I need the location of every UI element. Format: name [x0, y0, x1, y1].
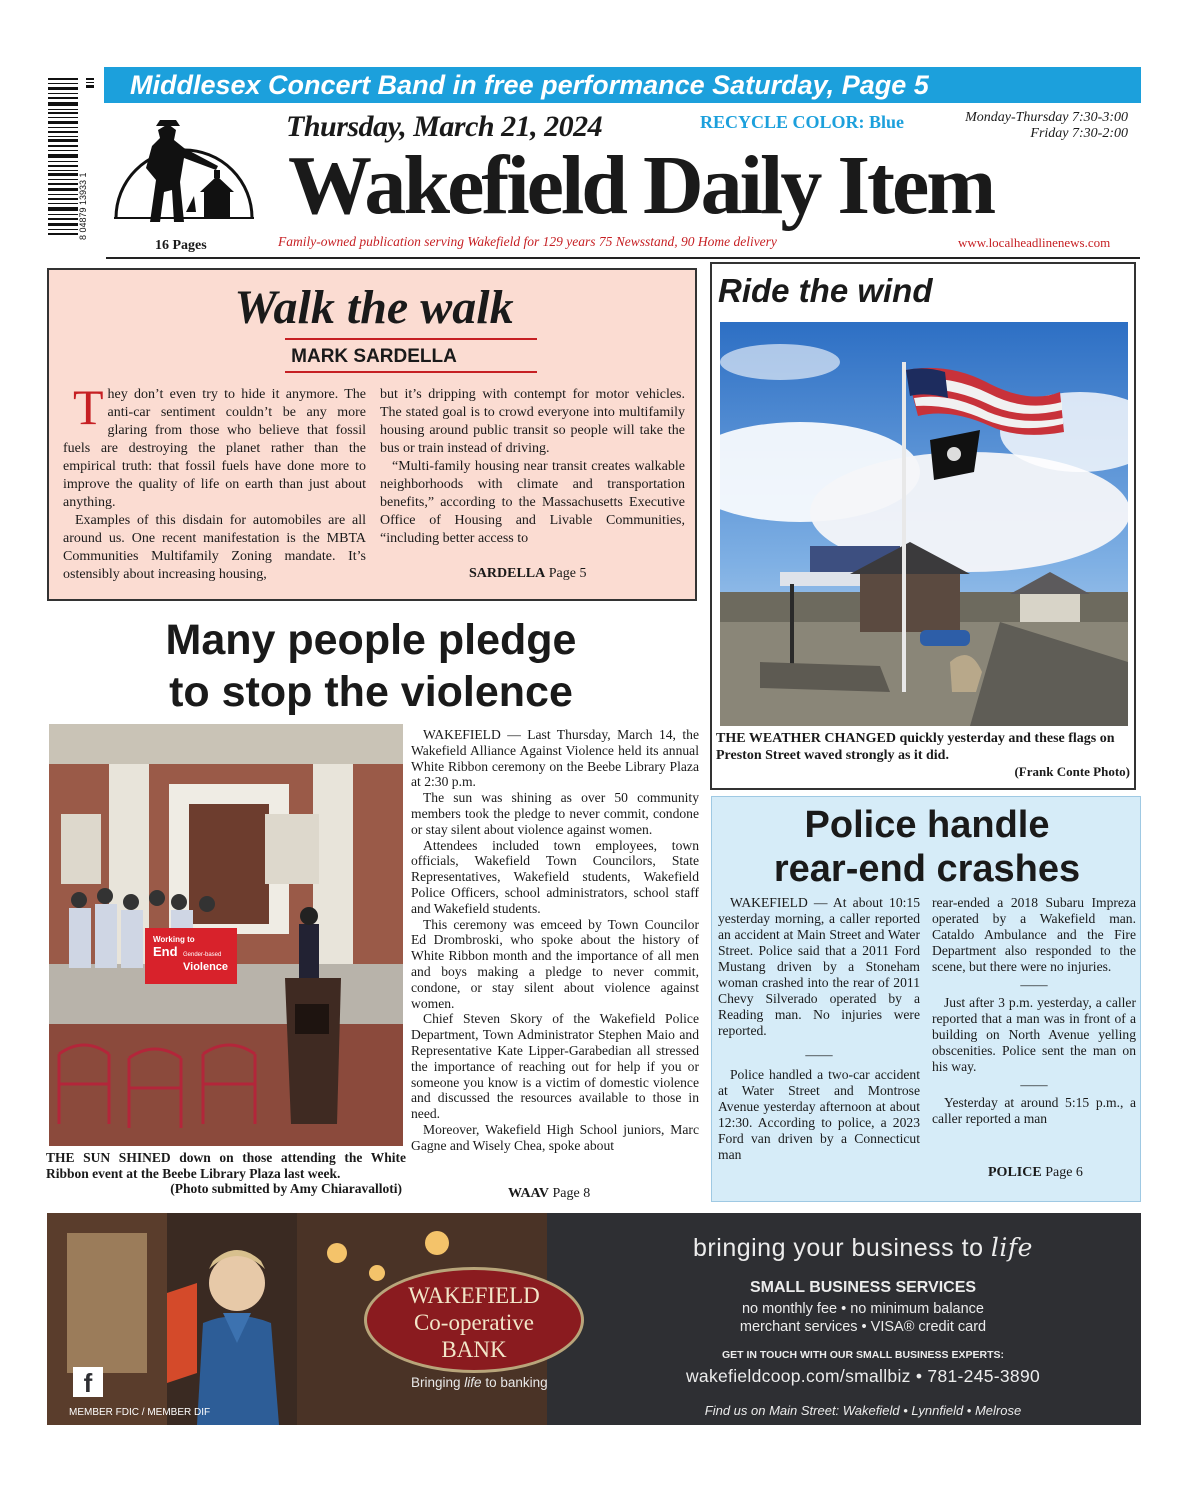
bank-name-1: WAKEFIELD: [408, 1283, 540, 1308]
column-paragraph: [63, 379, 366, 512]
photo-credit: (Photo submitted by Amy Chiaravalloti): [170, 1181, 402, 1196]
barcode-image: [46, 74, 98, 240]
police-paragraph-1: WAKEFIELD — At about 10:15 yesterday morning, a caller reported an accident at Main Street and Water Street. Police said that a 2011 Ford Mustang driven by a Stoneham woman crashed into the rear of 2011 Chevy Silverado operated by a Reading man. No injuries were reported.: [718, 895, 920, 1038]
headline-line-2: to stop the violence: [169, 668, 573, 716]
bank-logo: [364, 1267, 584, 1373]
contact-heading: GET IN TOUCH WITH OUR SMALL BUSINESS EXPERTS:: [722, 1349, 1004, 1361]
separator: ——: [1020, 977, 1048, 992]
contact-url-phone[interactable]: wakefieldcoop.com/smallbiz • 781-245-3890: [685, 1366, 1041, 1386]
police-jump-link[interactable]: [988, 1165, 1083, 1181]
opinion-column: [47, 268, 697, 601]
column-paragraph-4: “Multi-family housing near transit creates walkable neighborhoods with climate and transportation benefits,” according to the Massachusetts Executive Office of Housing and Livable Communities, “including better access to: [380, 459, 685, 546]
top-banner[interactable]: Middlesex Concert Band in free performance Saturday, Page 5: [104, 67, 1141, 103]
separator: ——: [805, 1047, 833, 1062]
masthead-tagline: Family-owned publication serving Wakefield for 129 years 75 Newsstand, 90 Home delivery: [278, 234, 777, 249]
sign-text-4: Violence: [183, 961, 229, 973]
police-text-right: [932, 895, 1136, 1127]
police-headline[interactable]: [712, 803, 1142, 891]
story-body: [411, 727, 699, 1154]
caption-rest: down on those attending the White Ribbon event at the Beebe Library Plaza last week.: [46, 1150, 406, 1181]
ad-headline: [593, 1233, 1133, 1263]
story-paragraph: This ceremony was emceed by Town Councilor Ed Drombroski, who spoke about the history of White Ribbon month and the importance of all men and boys making a pledge to never commit, condone, or stay silent about violence against women.: [411, 916, 699, 1011]
jump-label: SARDELLA: [469, 566, 546, 581]
headline-line-2: rear-end crashes: [773, 848, 1081, 890]
photo-feature-title[interactable]: Ride the wind: [718, 272, 933, 309]
hours-line-2: Friday 7:30-2:00: [1030, 126, 1128, 141]
column-title[interactable]: Walk the walk: [234, 281, 514, 334]
story-paragraph: Moreover, Wakefield High School juniors, Marc Gagne and Wisely Chea, spoke about: [411, 1121, 699, 1153]
services-title: SMALL BUSINESS SERVICES: [749, 1279, 977, 1296]
member-fdic: MEMBER FDIC / MEMBER DIF: [69, 1407, 211, 1418]
story-paragraph: Chief Steven Skory of the Wakefield Police Department, Town Administrator Stephen Maio and Representative Kate Lipper-Garabedian all stressed the importance of reaching out for help if you or someone you know is a victim of domestic violence and discussed the resources available to those in need.: [411, 1011, 699, 1122]
photo-caption: [716, 730, 1134, 764]
bank-name-3: BANK: [441, 1337, 507, 1362]
tagline-life: life: [464, 1375, 482, 1390]
column-paragraph-3: but it’s dripping with contempt for motor vehicles. The stated goal is to crowd everyone into multifamily housing around public transit so people will take the bus or train instead of driving.: [380, 387, 685, 456]
recycle-color: RECYCLE COLOR: Blue: [700, 112, 905, 132]
flags-photo[interactable]: [720, 322, 1128, 726]
story-paragraph: WAKEFIELD — Last Thursday, March 14, the Wakefield Alliance Against Violence held its annual White Ribbon ceremony on the Beebe Library Plaza at 2:30 p.m.: [411, 727, 699, 790]
jump-label: POLICE: [988, 1165, 1042, 1180]
police-paragraph-2: Police handled a two-car accident at Water Street and Montrose Avenue yesterday afternoon at about 12:30. According to police, a 2023 Ford van driven by a Connecticut man: [718, 1067, 920, 1162]
photo-feature: [710, 262, 1136, 790]
services-line-1: no monthly fee • no minimum balance: [741, 1301, 985, 1317]
photo-caption: [46, 1150, 406, 1181]
police-paragraph-4: Just after 3 p.m. yesterday, a caller reported that a man was in front of a building on North Avenue yelling obscenities. Police sent the man on his way.: [932, 995, 1136, 1074]
services-line-2: merchant services • VISA® credit card: [739, 1319, 987, 1335]
column-paragraph-1: hey don’t even try to hide it anymore. The anti-car sentiment couldn’t be any more glaring from those who believe that fossil fuels are destroying the planet rather than the empirical truth: that fossil fuels have done more to improve the quality of life on earth than just about anything.: [63, 387, 366, 510]
bank-advertisement[interactable]: [47, 1213, 1141, 1425]
website-link[interactable]: www.localheadlinenews.com: [958, 235, 1111, 250]
newspaper-title[interactable]: Wakefield Daily Item: [288, 139, 994, 232]
column-text-left: [63, 379, 366, 584]
column-rule-bottom: [285, 371, 537, 373]
sign-text-1: Working to: [153, 935, 195, 944]
tagline-post: to banking: [481, 1375, 548, 1390]
story-paragraph: The sun was shining as over 50 community members took the pledge to never commit, condone or stay silent about violence against women.: [411, 790, 699, 837]
police-paragraph-5: Yesterday at around 5:15 p.m., a caller reported a man: [932, 1095, 1136, 1126]
white-ribbon-photo[interactable]: [49, 724, 403, 1146]
barcode-number: 8 04879 13933 1: [78, 172, 88, 240]
drop-cap: T: [73, 379, 104, 435]
tagline-pre: Bringing: [411, 1375, 465, 1390]
caption-lead: THE WEATHER CHANGED: [716, 731, 896, 746]
ad-headline-life: life: [990, 1233, 1033, 1262]
bank-name-2: Co-operative: [413, 1310, 535, 1335]
hours-line-1: Monday-Thursday 7:30-3:00: [965, 110, 1128, 125]
story-headline[interactable]: [56, 614, 686, 718]
column-author: MARK SARDELLA: [291, 346, 457, 367]
page-count: 16 Pages: [155, 238, 207, 253]
story-paragraph: Attendees included town employees, town officials, Wakefield Town Councilors, State Representatives, Wakefield students, Wakefield Police Officers, school administrators, school staff and Wakefield students.: [411, 837, 699, 916]
masthead-divider: [106, 257, 1140, 259]
jump-page: Page 8: [552, 1186, 591, 1201]
police-story: [711, 796, 1141, 1202]
separator: ——: [1020, 1077, 1048, 1092]
police-text-left: [718, 895, 920, 1163]
column-paragraph-2: Examples of this disdain for automobiles are all around us. One recent manifestation is the MBTA Communities Multifamily Zoning mandate. It’s ostensibly about increasing housing,: [63, 513, 366, 582]
ad-headline-pre: bringing your business to: [693, 1234, 991, 1262]
story-jump-link[interactable]: [508, 1186, 590, 1202]
caption-lead: THE SUN SHINED: [46, 1150, 171, 1165]
bank-tagline: [411, 1375, 548, 1390]
column-text-right: [380, 386, 685, 548]
column-jump-link[interactable]: [469, 566, 586, 582]
headline-line-1: Police handle: [804, 804, 1050, 846]
minuteman-logo: [110, 108, 258, 246]
headline-line-1: Many people pledge: [165, 616, 577, 664]
photo-credit: (Frank Conte Photo): [1014, 764, 1130, 779]
issue-date: Thursday, March 21, 2024: [286, 110, 603, 143]
jump-page: Page 6: [1045, 1165, 1083, 1180]
column-rule-top: [285, 338, 537, 340]
sign-text-2: End: [153, 944, 178, 959]
jump-page: Page 5: [548, 566, 587, 581]
facebook-icon[interactable]: f: [73, 1367, 103, 1397]
jump-label: WAAV: [508, 1186, 549, 1201]
police-paragraph-3: rear-ended a 2018 Subaru Impreza operated by a Wakefield man. Cataldo Ambulance and the Fire Department also responded to the scene, but there were no injuries.: [932, 895, 1136, 974]
branch-locations: Find us on Main Street: Wakefield • Lynnfield • Melrose: [704, 1403, 1022, 1418]
caption-rest: quickly yesterday and these flags on Preston Street waved strongly as it did.: [716, 731, 1115, 763]
sign-text-3: Gender-based: [183, 952, 222, 958]
